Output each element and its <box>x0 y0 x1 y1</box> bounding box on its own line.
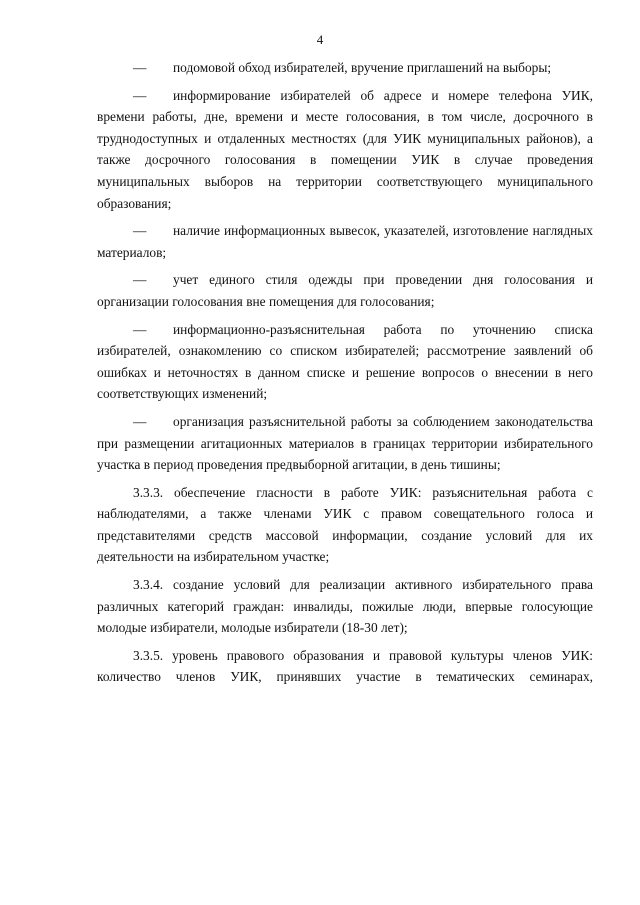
paragraph-text: учет единого стиля одежды при проведении дня голосования и организации голосования вне помещения для голосования; <box>97 272 593 309</box>
bullet-paragraph-voter-list <box>97 319 593 405</box>
bullet-dash: — <box>133 223 147 239</box>
bullet-paragraph-signage <box>97 220 593 263</box>
clause-3-3-4: 3.3.4. создание условий для реализации активного избирательного права различных категорий граждан: инвалиды, пожилые люди, впервые голосующие молодые избиратели, молодые избиратели (18-30 лет); <box>97 577 593 636</box>
bullet-paragraph-dress-style <box>97 269 593 312</box>
bullet-paragraph-door-to-door <box>97 57 593 79</box>
bullet-dash: — <box>133 321 147 337</box>
bullet-dash: — <box>133 413 147 429</box>
paragraph-text: информирование избирателей об адресе и номере телефона УИК, времени работы, дне, времени и месте голосования, в том числе, досрочного в труднодоступных и отдаленных местностях (для УИК муниципальных районов), а также досрочного голосования в помещении УИК в случае проведения муниципальных выборов на территории соответствующего муниципального образования; <box>97 87 593 211</box>
bullet-paragraph-campaign-materials <box>97 411 593 476</box>
bullet-dash: — <box>133 60 147 75</box>
paragraph-text: наличие информационных вывесок, указателей, изготовление наглядных материалов; <box>97 223 593 260</box>
clause-3-3-3: 3.3.3. обеспечение гласности в работе УИК: разъяснительная работа с наблюдателями, а также членами УИК с правом совещательного голоса и представителями средств массовой информации, создание условий для их деятельности на избирательном участке; <box>97 484 593 565</box>
paragraph-text: подомовой обход избирателей, вручение приглашений на выборы; <box>173 60 552 75</box>
bullet-dash: — <box>133 87 147 103</box>
paragraph-text: организация разъяснительной работы за соблюдением законодательства при размещении агитационных материалов в границах территории избирательного участка в период проведения предвыборной агитации, в день тишины; <box>97 413 593 473</box>
page-number: 4 <box>316 32 324 47</box>
clause-3-3-5: 3.3.5. уровень правового образования и правовой культуры членов УИК: количество членов УИК, принявших участие в тематических семинарах, <box>97 647 593 685</box>
bullet-dash: — <box>133 272 147 288</box>
paragraph-text: информационно-разъяснительная работа по уточнению списка избирателей, ознакомлению со списком избирателей; рассмотрение заявлений об ошибках и неточностях в данном списке и решение вопросов о внесении в него соответствующих изменений; <box>97 321 593 402</box>
bullet-paragraph-informing-voters <box>97 85 593 215</box>
document-body <box>97 57 593 694</box>
